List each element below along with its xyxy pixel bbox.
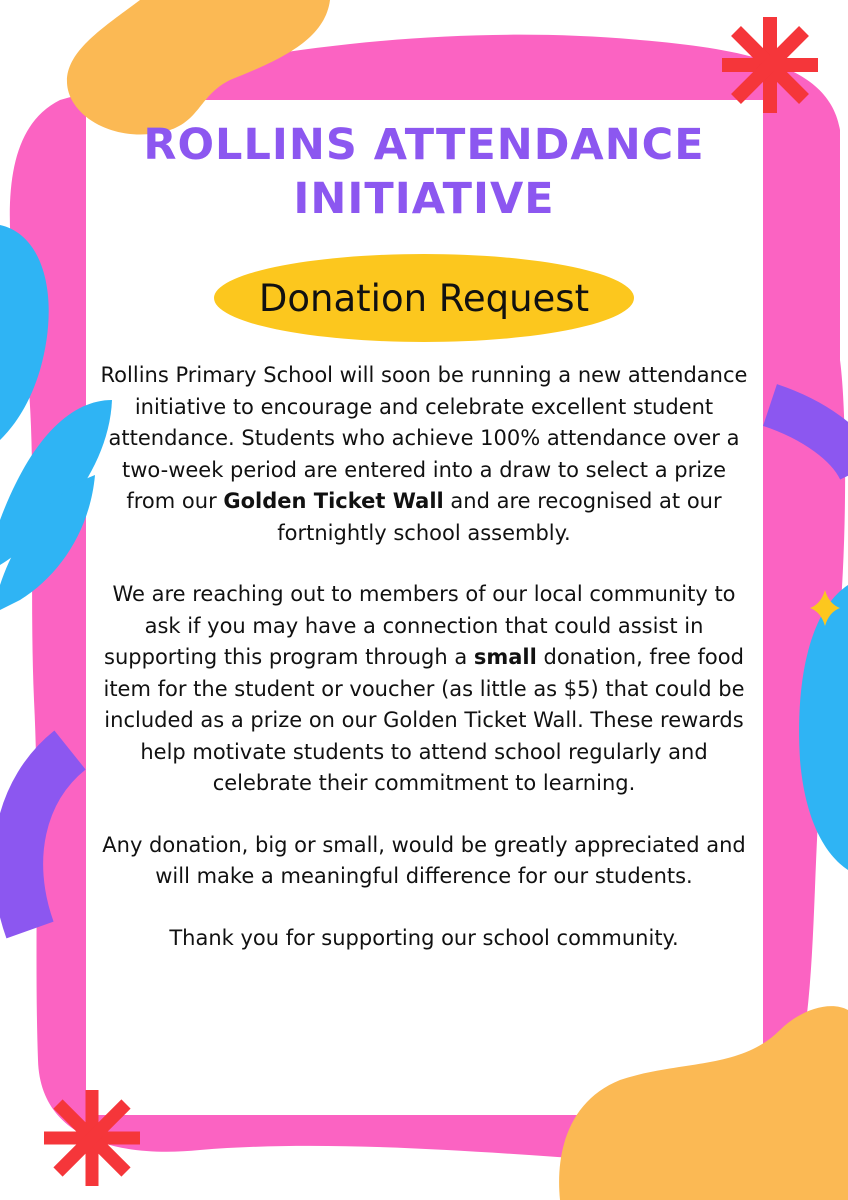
request-text-end: donation, free food item for the student or voucher (as little as $5) that could be included as a prize on our Golden Ticket Wall. These rewards help motivate students to attend school regularly and celebrate their commitment to learning. — [103, 645, 745, 795]
title-line-2: INITIATIVE — [293, 174, 555, 224]
donation-request-label: Donation Request — [258, 276, 590, 320]
flyer-content — [92, 118, 756, 954]
intro-paragraph — [96, 360, 752, 549]
request-text-start: We are reaching out to members of our local community to ask if you may have a connection that could assist in supporting this program through a — [104, 582, 736, 669]
thank-you-paragraph: Thank you for supporting our school community. — [169, 925, 679, 950]
intro-text-start: Rollins Primary School will soon be running a new attendance initiative to encourage and celebrate excellent student attendance. Students who achieve 100% attendance over a two-week period are entered into a draw to select a prize from our — [100, 363, 748, 513]
red-asterisk-bottom-left — [44, 1090, 140, 1186]
golden-ticket-wall-bold: Golden Ticket Wall — [223, 489, 444, 513]
intro-text-end: and are recognised at our fortnightly school assembly. — [277, 489, 722, 545]
small-bold: small — [473, 645, 537, 669]
donation-request-badge — [214, 254, 634, 342]
title-line-1: ROLLINS ATTENDANCE — [143, 120, 705, 170]
red-asterisk-top-right — [722, 17, 818, 113]
request-paragraph — [96, 579, 752, 800]
page-title — [92, 118, 756, 226]
appreciation-paragraph: Any donation, big or small, would be greatly appreciated and will make a meaningful difference for our students. — [102, 832, 746, 888]
